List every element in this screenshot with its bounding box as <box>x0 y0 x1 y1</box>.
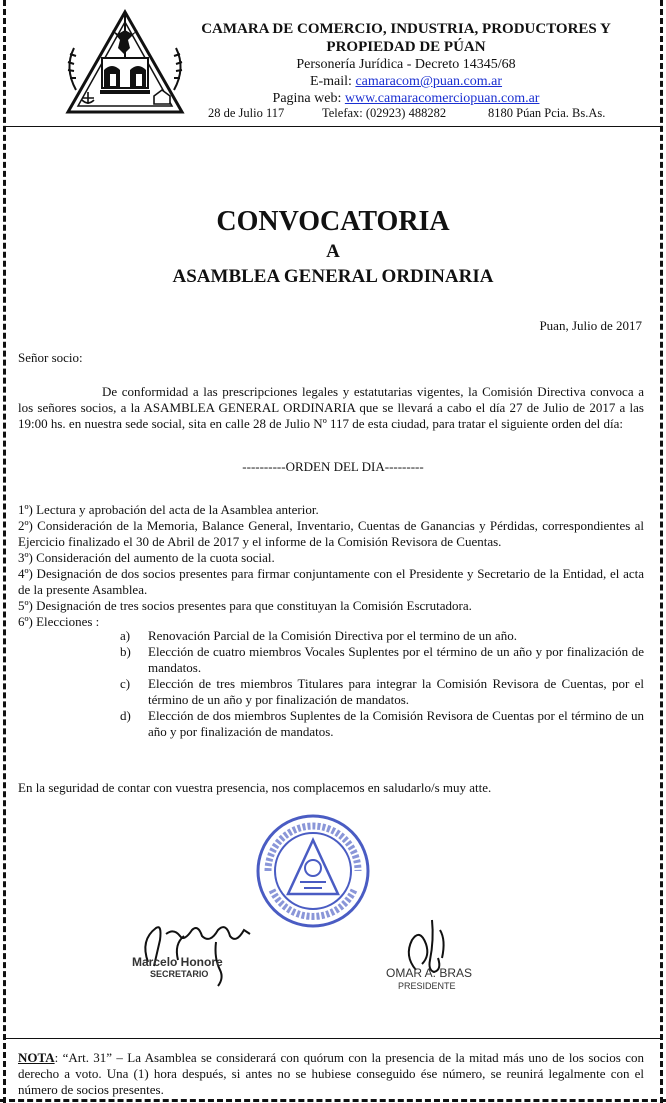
agenda-list <box>18 502 644 630</box>
document-subtitle: ASAMBLEA GENERAL ORDINARIA <box>172 266 494 287</box>
web-link[interactable]: www.camaracomerciopuan.com.ar <box>344 91 540 106</box>
sub-item-text: Elección de cuatro miembros Vocales Suplentes por el término de un año y por finalización de mandatos. <box>148 644 644 675</box>
sub-item <box>120 628 644 644</box>
sub-item-text: Elección de tres miembros Titulares para integrar la Comisión Revisora de Cuentas, por el término de un año y por finalización de mandatos. <box>148 676 644 707</box>
agenda-item: 6º) Elecciones : <box>18 614 100 629</box>
sub-item-letter: d) <box>120 708 131 723</box>
note-label: NOTA <box>18 1050 55 1065</box>
agenda-item: 1º) Lectura y aprobación del acta de la Asamblea anterior. <box>18 502 319 517</box>
footer-divider <box>6 1038 660 1039</box>
elections-sublist <box>120 628 644 740</box>
email-label: E-mail: <box>309 74 356 89</box>
email-line <box>196 73 616 90</box>
header-divider <box>6 126 660 127</box>
intro-paragraph: De conformidad a las prescripciones legales y estatutarias vigentes, la Comisión Directiva convoca a los señores socios, a la ASAMBLEA GENERAL ORDINARIA que se llevará a cabo el día 27 de Julio de 2017 a las 19:00 hs. en nuestra sede social, sita en calle 28 de Julio Nº 117 de esta ciudad, para tratar el siguiente orden del día: <box>18 384 644 431</box>
title-connector: A <box>326 241 340 262</box>
secretary-role: SECRETARIO <box>150 969 209 979</box>
email-link[interactable]: camaracom@puan.com.ar <box>355 74 503 89</box>
organization-header <box>196 20 616 107</box>
city-text: 8180 Púan Pcia. Bs.As. <box>488 106 606 120</box>
agenda-item: 4º) Designación de dos socios presentes para firmar conjuntamente con el Presidente y Secretario de la Entidad, el acta de la presente Asamblea. <box>18 566 644 597</box>
closing-paragraph: En la seguridad de contar con vuestra presencia, nos complacemos en saludarlo/s muy atte. <box>18 780 492 795</box>
sub-item <box>120 708 644 740</box>
dashed-border-right <box>660 0 663 1103</box>
agenda-item: 2º) Consideración de la Memoria, Balance General, Inventario, Cuentas de Ganancias y Pérdidas, correspondientes al Ejercicio finalizado el 30 de Abril de 2017 y el informe de la Comisión Revisora de Cuentas. <box>18 518 644 549</box>
web-line <box>196 90 616 107</box>
document-title: CONVOCATORIA <box>216 206 450 237</box>
footer-note: NOTA: “Art. 31” – La Asamblea se considerará con quórum con la presencia de la mitad más uno de los socios con derecho a voto. Una (1) hora después, si antes no se hubiese conseguido ése número, se reunirá legalmente con el número de socios presentes. <box>18 1050 644 1097</box>
web-label: Pagina web: <box>272 91 345 106</box>
sub-item-text: Renovación Parcial de la Comisión Directiva por el termino de un año. <box>148 628 517 643</box>
secretary-name: Marcelo Honore <box>132 955 223 969</box>
note-article: “Art. 31” – <box>62 1050 123 1065</box>
agenda-item: 5º) Designación de tres socios presentes para que constituyan la Comisión Escrutadora. <box>18 598 472 613</box>
organization-name: CAMARA DE COMERCIO, INDUSTRIA, PRODUCTORES Y PROPIEDAD DE PÚAN <box>201 21 611 55</box>
sub-item <box>120 644 644 676</box>
sub-item-letter: c) <box>120 676 131 691</box>
personeria-line: Personería Jurídica - Decreto 14345/68 <box>296 57 516 72</box>
sub-item-letter: a) <box>120 628 131 643</box>
dashed-border-left <box>3 0 6 1103</box>
address-text: 28 de Julio 117 <box>208 106 285 120</box>
agenda-heading: ----------ORDEN DEL DIA--------- <box>242 459 424 474</box>
sub-item-letter: b) <box>120 644 131 659</box>
dashed-border-bottom <box>0 1099 666 1102</box>
official-seal-icon <box>254 812 372 930</box>
president-name: OMAR A. BRAS <box>386 966 473 980</box>
document-date: Puan, Julio de 2017 <box>539 318 642 333</box>
phone-text: Telefax: (02923) 488282 <box>322 106 447 120</box>
agenda-item: 3º) Consideración del aumento de la cuota social. <box>18 550 275 565</box>
greeting: Señor socio: <box>18 350 83 365</box>
president-role: PRESIDENTE <box>398 981 456 991</box>
chamber-logo-icon <box>60 8 190 118</box>
note-text: La Asamblea se considerará con quórum con la presencia de la mitad más uno de los socios con derecho a voto. Una (1) hora después, si antes no se hubiese conseguido ése número, se reunirá legalmente con el número de socios presentes. <box>18 1050 644 1097</box>
sub-item <box>120 676 644 708</box>
sub-item-text: Elección de dos miembros Suplentes de la Comisión Revisora de Cuentas por el término de un año y por finalización de mandatos. <box>148 708 644 739</box>
